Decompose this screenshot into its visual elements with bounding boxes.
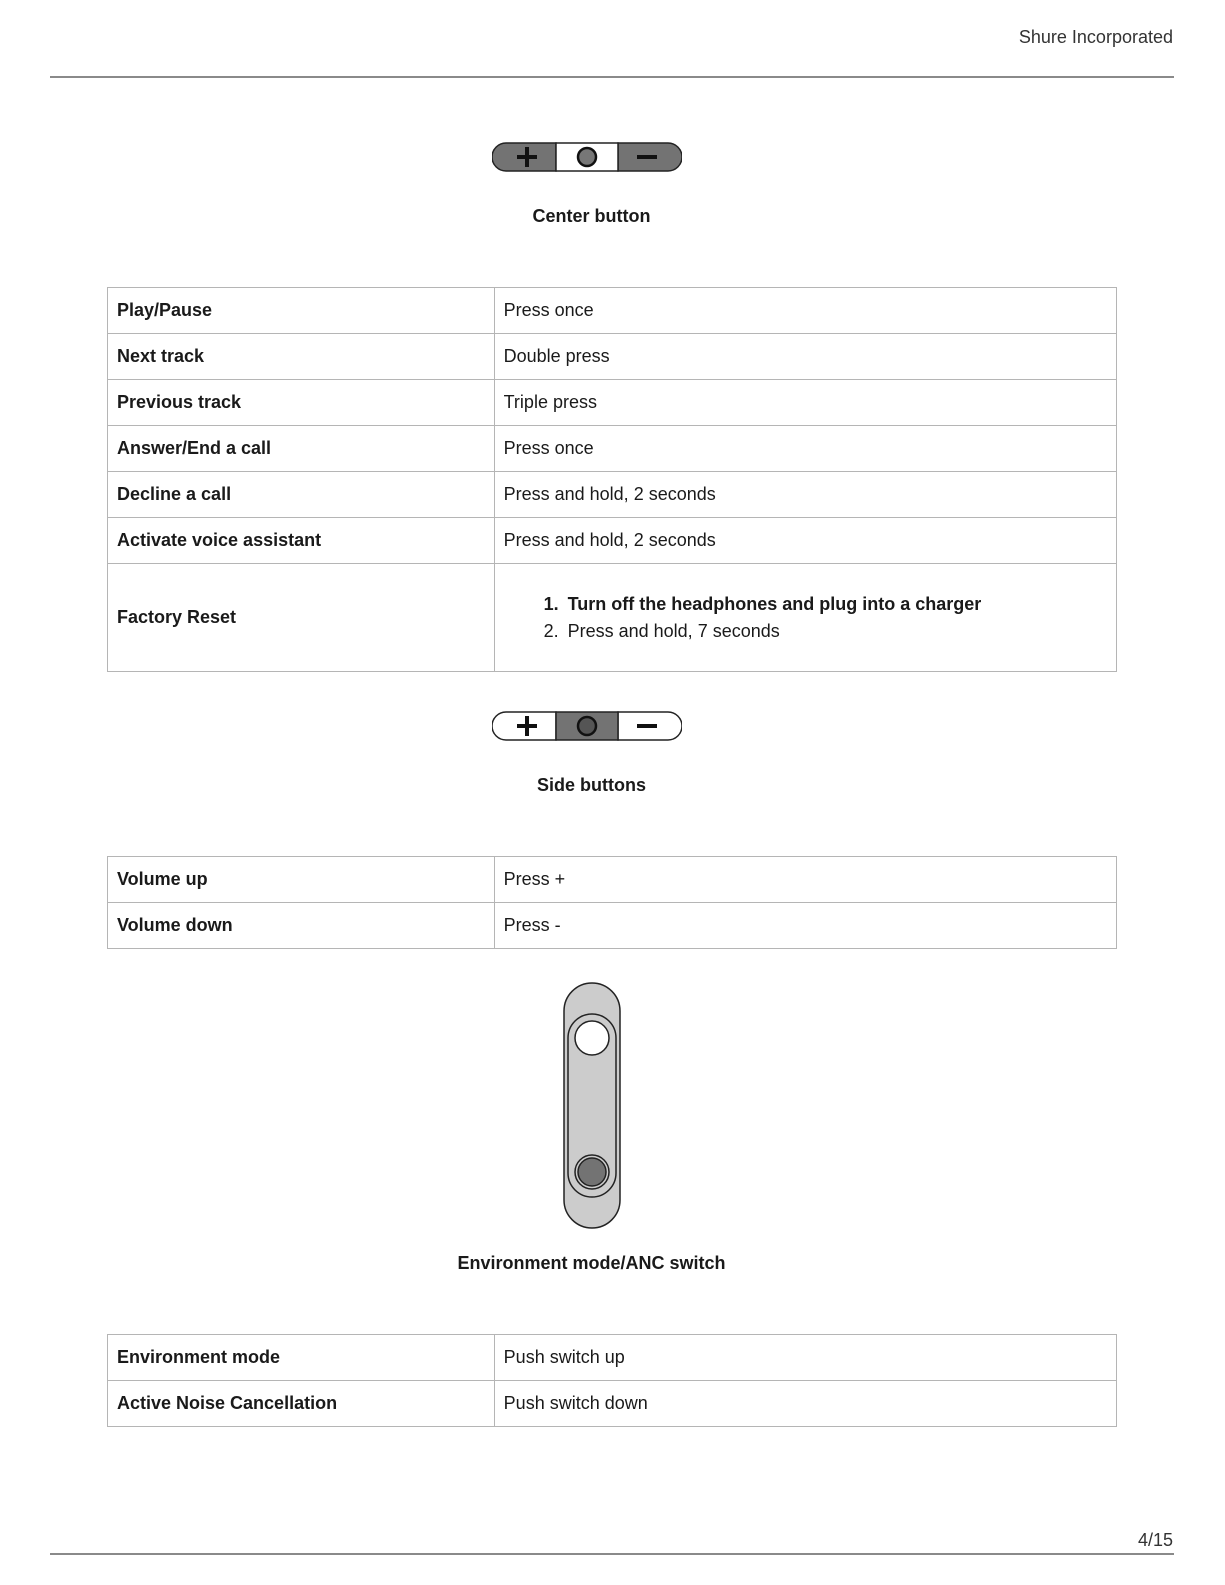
action-cell: Activate voice assistant: [108, 518, 495, 564]
action-cell: Volume up: [108, 857, 495, 903]
action-cell: Previous track: [108, 380, 495, 426]
action-cell: Next track: [108, 334, 495, 380]
method-cell: Press once: [494, 288, 1116, 334]
table-row: [108, 1335, 1117, 1381]
minus-icon: [637, 155, 657, 159]
side-buttons-table: [107, 856, 1117, 949]
anc-switch-diagram: [0, 981, 1225, 1231]
method-cell: Press and hold, 2 seconds: [494, 472, 1116, 518]
minus-icon: [637, 724, 657, 728]
table-row: [108, 903, 1117, 949]
center-button-caption: Center button: [532, 206, 651, 226]
action-cell: Environment mode: [108, 1335, 495, 1381]
action-cell: Volume down: [108, 903, 495, 949]
table-row: [108, 1381, 1117, 1427]
method-cell: Triple press: [494, 380, 1116, 426]
table-row: [108, 857, 1117, 903]
action-cell: Decline a call: [108, 472, 495, 518]
method-cell: Press -: [494, 903, 1116, 949]
table-row: [108, 380, 1117, 426]
action-cell: Play/Pause: [108, 288, 495, 334]
table-row: [108, 426, 1117, 472]
method-cell: Push switch up: [494, 1335, 1116, 1381]
side-buttons-caption: Side buttons: [537, 775, 646, 795]
table-row: [108, 518, 1117, 564]
table-row: [108, 334, 1117, 380]
header-rule: [50, 76, 1174, 78]
list-item: 1. Turn off the headphones and plug into a charger: [564, 591, 1107, 618]
method-cell: Press +: [494, 857, 1116, 903]
side-buttons-diagram: [0, 711, 1225, 741]
method-cell: Press once: [494, 426, 1116, 472]
circle-icon: [578, 717, 596, 735]
method-cell: Double press: [494, 334, 1116, 380]
table-row: [108, 288, 1117, 334]
action-cell: Factory Reset: [108, 564, 495, 672]
table-row: [108, 564, 1117, 672]
header-company: Shure Incorporated: [1018, 27, 1173, 47]
list-item: 2. Press and hold, 7 seconds: [564, 618, 1107, 645]
center-button-table: [107, 287, 1117, 672]
anc-switch-caption: Environment mode/ANC switch: [457, 1253, 726, 1273]
page-number: 4/15: [1137, 1530, 1173, 1550]
anc-switch-table: [107, 1334, 1117, 1427]
circle-icon: [578, 148, 596, 166]
action-cell: Answer/End a call: [108, 426, 495, 472]
footer-rule: [50, 1553, 1174, 1555]
method-cell: Press and hold, 2 seconds: [494, 518, 1116, 564]
method-cell: Push switch down: [494, 1381, 1116, 1427]
center-button-diagram: [0, 142, 1225, 172]
action-cell: Active Noise Cancellation: [108, 1381, 495, 1427]
reset-steps-list: [504, 591, 1107, 645]
method-cell: [494, 564, 1116, 672]
table-row: [108, 472, 1117, 518]
